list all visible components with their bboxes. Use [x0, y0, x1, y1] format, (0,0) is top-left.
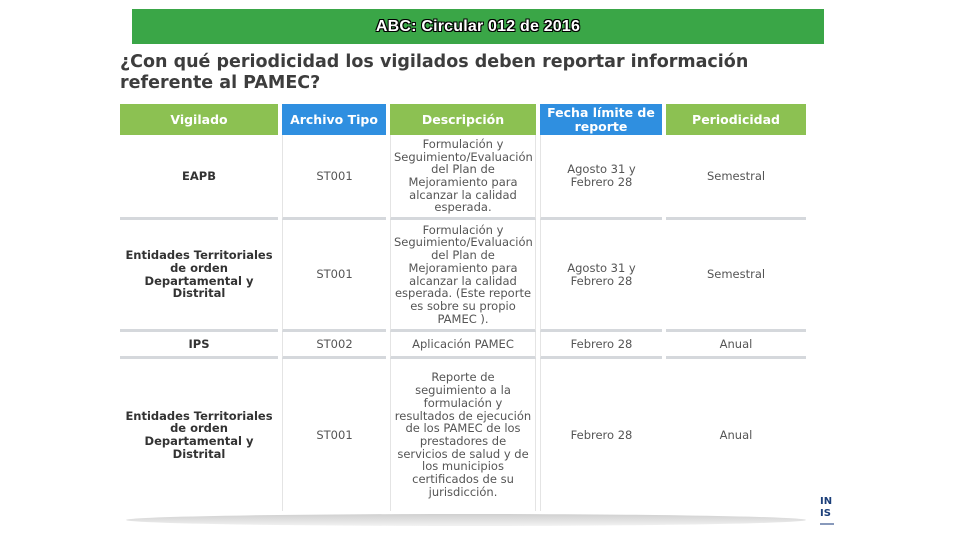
header-vigilado: Vigilado [120, 104, 278, 135]
cell-vigilado: Entidades Territoriales de orden Departamental y Distrital [120, 220, 278, 332]
cell-vigilado: Entidades Territoriales de orden Departamental y Distrital [125, 408, 273, 461]
header-periodicidad: Periodicidad [666, 104, 806, 135]
cell-fecha: Agosto 31 y Febrero 28 [540, 220, 662, 332]
cell-periodicidad: Semestral [666, 135, 806, 220]
reporting-table [116, 104, 810, 511]
title-banner [132, 9, 824, 44]
cell-fecha: Febrero 28 [540, 359, 662, 511]
cell-vigilado: IPS [120, 332, 278, 359]
cell-descripcion: Reporte de seguimiento a la formulación y resultados de ejecución de los PAMEC de los prestadores de servicios de salud y de los municipios certificados de su jurisdicción. [390, 359, 536, 511]
logo-text-2: IS [820, 508, 831, 519]
header-fecha-limite: Fecha límite de reporte [540, 104, 662, 135]
logo-bar [820, 523, 834, 525]
cell-archivo: ST001 [282, 135, 386, 220]
table-row [120, 135, 806, 220]
table-header-row [120, 104, 806, 135]
cell-vigilado: EAPB [120, 135, 278, 220]
cell-periodicidad: Semestral [666, 220, 806, 332]
logo-text-1: IN [820, 496, 833, 507]
slide-shadow [126, 514, 806, 526]
question-line-1: ¿Con qué periodicidad los vigilados deben reportar información [120, 52, 749, 72]
cell-descripcion: Aplicación PAMEC [390, 332, 536, 359]
cell-fecha: Febrero 28 [540, 332, 662, 359]
cell-archivo: ST002 [282, 332, 386, 359]
cell-archivo: ST001 [282, 359, 386, 511]
cell-descripcion: Formulación y Seguimiento/Evaluación del Plan de Mejoramiento para alcanzar la calidad esperada. (Este reporte es sobre su propio PAMEC ). [390, 220, 536, 332]
banner-title: ABC: Circular 012 de 2016 [375, 17, 581, 35]
cell-archivo: ST001 [282, 220, 386, 332]
partial-logo [820, 496, 842, 530]
header-descripcion: Descripción [390, 104, 536, 135]
header-archivo-tipo: Archivo Tipo [282, 104, 386, 135]
question-line-2: referente al PAMEC? [120, 73, 321, 93]
table-row [120, 359, 806, 511]
cell-fecha: Agosto 31 y Febrero 28 [540, 135, 662, 220]
cell-periodicidad: Anual [719, 427, 753, 442]
cell-descripcion: Formulación y Seguimiento/Evaluación del Plan de Mejoramiento para alcanzar la calidad esperada. [390, 135, 536, 220]
cell-periodicidad: Anual [666, 332, 806, 359]
table-row [120, 220, 806, 332]
table-row [120, 332, 806, 359]
question-heading [120, 52, 810, 94]
